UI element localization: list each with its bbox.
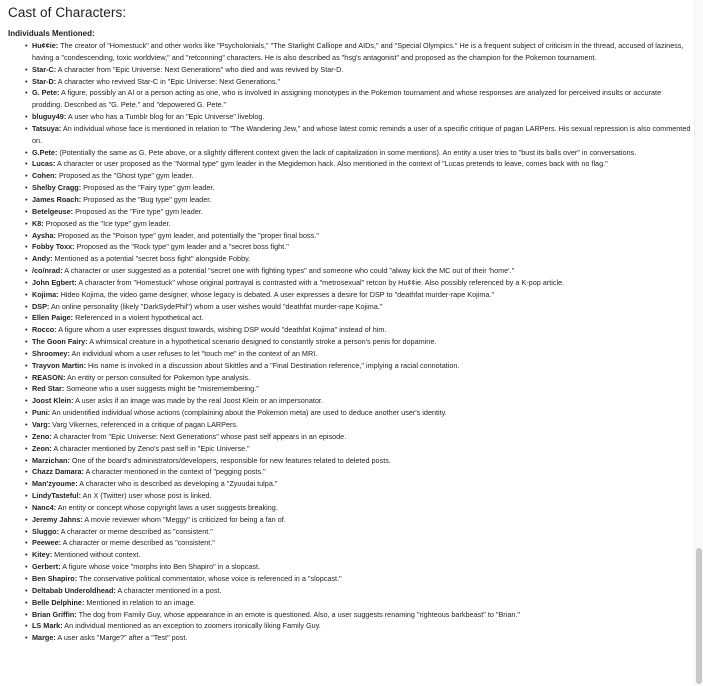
character-name: Varg: xyxy=(32,420,51,429)
character-name: Shelby Cragg: xyxy=(32,183,82,193)
vertical-scrollbar[interactable] xyxy=(694,0,703,686)
character-description: His name is invoked in a discussion about Skittles and a "Final Destination reference," implying a racial connotation. xyxy=(85,360,460,370)
list-item xyxy=(26,147,693,159)
list-item xyxy=(26,111,693,123)
list-item xyxy=(26,597,693,609)
list-item xyxy=(26,312,693,324)
list-item xyxy=(26,632,693,644)
character-name: Man'zyoume: xyxy=(32,479,78,489)
character-name: Hu¢¢ie: xyxy=(32,41,59,50)
character-description: The creator of "Homestuck" and other works like "Psycholonials," "The Starlight Calliope and AIDs," and "Special Olympics." He is a frequent subject of criticism in the thread, accused of laziness, having a "condescending, toxic worldview," and "retconning" characters. He is also described as "hsg's antagonist" and proposed as the champion for the Pokemon tournament. xyxy=(32,41,684,62)
list-item xyxy=(26,301,693,313)
character-description: A character or meme described as "consistent." xyxy=(61,538,215,548)
list-item xyxy=(26,182,693,194)
character-description: A character or meme described as "consistent." xyxy=(58,526,213,536)
character-description: Proposed as the "Rock type" gym leader and a "secret boss fight." xyxy=(74,242,289,252)
character-name: Puni: xyxy=(32,408,51,418)
character-description: Proposed as the "Poison type" gym leader, and potentially the "proper final boss." xyxy=(55,230,319,240)
character-description: A figure whom a user expresses disgust towards, wishing DSP would "deathfat Kojima" instead of him. xyxy=(56,325,387,335)
character-name: Nanc4: xyxy=(32,502,57,512)
character-name: Sluggo: xyxy=(32,526,59,536)
character-description: Mentioned as a potential "secret boss fight" alongside Fobby. xyxy=(52,254,251,264)
character-name: Tatsuya: xyxy=(32,123,62,133)
list-item xyxy=(26,407,693,419)
list-item xyxy=(26,64,693,76)
list-item xyxy=(26,87,693,111)
character-description: A character or user suggested as a potential "secret one with fighting types" and someone who could "alway kick the MC out of their 'home'." xyxy=(62,266,515,276)
list-item xyxy=(26,206,693,218)
character-name: Trayvon Martin: xyxy=(32,360,86,370)
list-item xyxy=(26,620,693,632)
character-name: Kitey: xyxy=(32,550,53,560)
list-item xyxy=(26,431,693,443)
character-description: An online personality (likely "DarkSydePhil") whom a user wishes would "deathfat murder-rape Kojima." xyxy=(49,301,383,311)
character-name: Deltabab Underoldhead: xyxy=(32,585,116,595)
character-description: Proposed as the "Ice type" gym leader. xyxy=(43,218,171,228)
list-item xyxy=(26,573,693,585)
character-name: Rocco: xyxy=(32,325,57,335)
list-item xyxy=(26,230,693,242)
character-name: The Goon Fairy: xyxy=(32,337,88,347)
list-item xyxy=(26,194,693,206)
character-name: Aysha: xyxy=(32,230,56,240)
character-name: Kojima: xyxy=(32,289,59,299)
character-description: An entity or person consulted for Pokemon type analysis. xyxy=(65,372,251,382)
list-item xyxy=(26,360,693,372)
character-description: (Potentially the same as G. Pete above, or a slightly different context given the lack of capitalization in some mentions). An entity a user tries to "bust its balls over" in conversations. xyxy=(57,147,637,157)
list-item xyxy=(26,218,693,230)
character-description: Mentioned in relation to an image. xyxy=(84,597,196,607)
character-name: Belle Delphine: xyxy=(32,597,85,607)
list-item xyxy=(26,170,693,182)
list-item xyxy=(26,348,693,360)
list-item xyxy=(26,419,693,431)
list-item xyxy=(26,265,693,277)
character-description: One of the board's administrators/developers, responsible for new features related to deleted posts. xyxy=(69,455,391,465)
character-name: Marzichan: xyxy=(32,455,70,465)
character-description: A character mentioned in the context of "pegging posts." xyxy=(83,467,266,477)
character-description: A user asks "Marge?" after a "Test" post. xyxy=(55,633,188,643)
list-item xyxy=(26,478,693,490)
character-name: Marge: xyxy=(32,633,56,643)
character-name: /co/nrad: xyxy=(32,266,63,276)
character-name: Cohen: xyxy=(32,171,57,181)
list-item xyxy=(26,466,693,478)
character-description: A character from "Homestuck" whose original portrayal is contrasted with a "metrosexual" retcon by Hu¢¢ie. Also possibly referenced by a K-pop article. xyxy=(76,277,565,287)
character-description: An individual whom a user refuses to let "touch me" in the context of an MRI. xyxy=(69,348,318,358)
character-name: K8: xyxy=(32,218,44,228)
character-description: The conservative political commentator, whose voice is referenced in a "slopcast." xyxy=(77,573,342,583)
list-item xyxy=(26,537,693,549)
list-item xyxy=(26,40,693,64)
character-description: A movie reviewer whom "Meggy" is criticized for being a fan of. xyxy=(82,514,286,524)
character-description: A figure, possibly an AI or a person acting as one, who is involved in assigning monotypes in the Pokemon tournament and whose responses are analyzed for perceived insults or accurate prodding. Described as "G. Pete." and "depowered G. Pete." xyxy=(32,88,662,110)
list-item xyxy=(26,253,693,265)
character-name: G.Pete: xyxy=(32,147,58,157)
character-description: An X (Twitter) user whose post is linked. xyxy=(81,491,212,501)
character-description: An entity or concept whose copyright laws a user suggests breaking. xyxy=(56,502,278,512)
list-item xyxy=(26,514,693,526)
list-item xyxy=(26,241,693,253)
character-name: Andy: xyxy=(32,254,53,264)
list-item xyxy=(26,336,693,348)
character-name: Gerbert: xyxy=(32,562,61,572)
character-name: Star-C: xyxy=(32,64,57,74)
character-name: Red Star: xyxy=(32,384,65,394)
page-title: Cast of Characters: xyxy=(8,5,127,20)
character-name: Joost Klein: xyxy=(32,396,74,406)
character-description: An individual mentioned as an exception to zoomers ironically liking Family Guy. xyxy=(62,621,321,631)
character-name: Fobby Toxx: xyxy=(32,242,75,252)
character-name: Peewee: xyxy=(32,538,62,548)
list-item xyxy=(26,76,693,88)
character-list xyxy=(26,40,693,644)
list-item xyxy=(26,549,693,561)
list-item xyxy=(26,123,693,147)
list-item xyxy=(26,609,693,621)
character-description: A character mentioned by Zeno's past self in "Epic Universe." xyxy=(51,443,250,453)
character-description: An unidentified individual whose actions (complaining about the Pokemon meta) are used to deduce another user's identity. xyxy=(50,408,447,418)
list-item xyxy=(26,561,693,573)
list-item xyxy=(26,395,693,407)
list-item xyxy=(26,372,693,384)
list-item xyxy=(26,158,693,170)
list-item xyxy=(26,443,693,455)
list-item xyxy=(26,526,693,538)
character-description: The dog from Family Guy, whose appearance in an emote is questioned. Also, a user suggests renaming "righteous barkbeast" to "Brian." xyxy=(76,609,520,619)
character-name: John Egbert: xyxy=(32,277,77,287)
character-name: LindyTasteful: xyxy=(32,491,82,501)
character-description: Referenced in a violent hypothetical act. xyxy=(73,313,204,323)
character-description: An individual whose face is mentioned in relation to "The Wandering Jew," and whose latest comic reminds a user of a specific critique of pagan LARPers. His sexual repression is also commented on. xyxy=(32,123,691,145)
character-name: LS Mark: xyxy=(32,621,63,631)
character-name: Betelgeuse: xyxy=(32,206,74,216)
list-item xyxy=(26,455,693,467)
character-name: DSP: xyxy=(32,301,50,311)
character-name: Jeremy Jahns: xyxy=(32,514,83,524)
character-description: Someone who a user suggests might be "misremembering." xyxy=(64,384,259,394)
list-item xyxy=(26,585,693,597)
scrollbar-thumb[interactable] xyxy=(696,548,702,684)
list-item xyxy=(26,502,693,514)
character-name: Zeno: xyxy=(32,431,52,441)
character-name: Brian Griffin: xyxy=(32,609,77,619)
character-name: Ben Shapiro: xyxy=(32,573,78,583)
character-description: A user who has a Tumblr blog for an "Epic Universe" liveblog. xyxy=(66,112,265,122)
character-name: G. Pete: xyxy=(32,88,60,98)
list-item xyxy=(26,324,693,336)
character-description: A character from "Epic Universe: Next Generations" whose past self appears in an episode. xyxy=(51,431,347,441)
character-description: A figure whose voice "morphs into Ben Shapiro" in a slopcast. xyxy=(60,562,261,572)
character-description: A character from "Epic Universe: Next Generations" who died and was revived by Star-D. xyxy=(56,64,344,74)
character-description: A character who revived Star-C in "Epic Universe: Next Generations." xyxy=(56,76,281,86)
character-name: Zeon: xyxy=(32,443,52,453)
character-description: Proposed as the "Fire type" gym leader. xyxy=(73,206,203,216)
character-name: Lucas: xyxy=(32,159,56,169)
section-heading: Individuals Mentioned: xyxy=(8,29,95,38)
character-description: Proposed as the "Fairy type" gym leader. xyxy=(81,183,215,193)
list-item xyxy=(26,289,693,301)
character-description: Hideo Kojima, the video game designer, whose legacy is debated. A user expresses a desire for DSP to "deathfat murder-rape Kojima." xyxy=(58,289,495,299)
character-name: James Roach: xyxy=(32,194,82,204)
list-item xyxy=(26,490,693,502)
character-description: A character mentioned in a post. xyxy=(115,585,222,595)
list-item xyxy=(26,383,693,395)
character-description: Mentioned without context. xyxy=(52,550,141,560)
character-name: bluguy49: xyxy=(32,112,67,122)
character-name: Ellen Paige: xyxy=(32,313,74,323)
character-name: Shroomey: xyxy=(32,348,70,358)
character-description: A whimsical creature in a hypothetical scenario designed to constantly stroke a person's penis for dopamine. xyxy=(87,337,437,347)
list-item xyxy=(26,277,693,289)
character-description: A user asks if an image was made by the real Joost Klein or an impersonator. xyxy=(73,396,323,406)
character-name: Star-D: xyxy=(32,76,57,86)
character-description: Varg Vikernes, referenced in a critique of pagan LARPers. xyxy=(50,420,239,429)
character-description: A character who is described as developing a "Zyuudai tulpa." xyxy=(77,479,278,489)
character-description: A character or user proposed as the "Normal type" gym leader in the Megidemon hack. Also mentioned in the context of "Lucas pretends to leave, comes back with no flag." xyxy=(55,159,608,169)
character-name: Chazz Damara: xyxy=(32,467,84,477)
character-description: Proposed as the "Ghost type" gym leader. xyxy=(56,171,194,181)
character-name: REASON: xyxy=(32,372,66,382)
character-description: Proposed as the "Bug type" gym leader. xyxy=(81,194,212,204)
